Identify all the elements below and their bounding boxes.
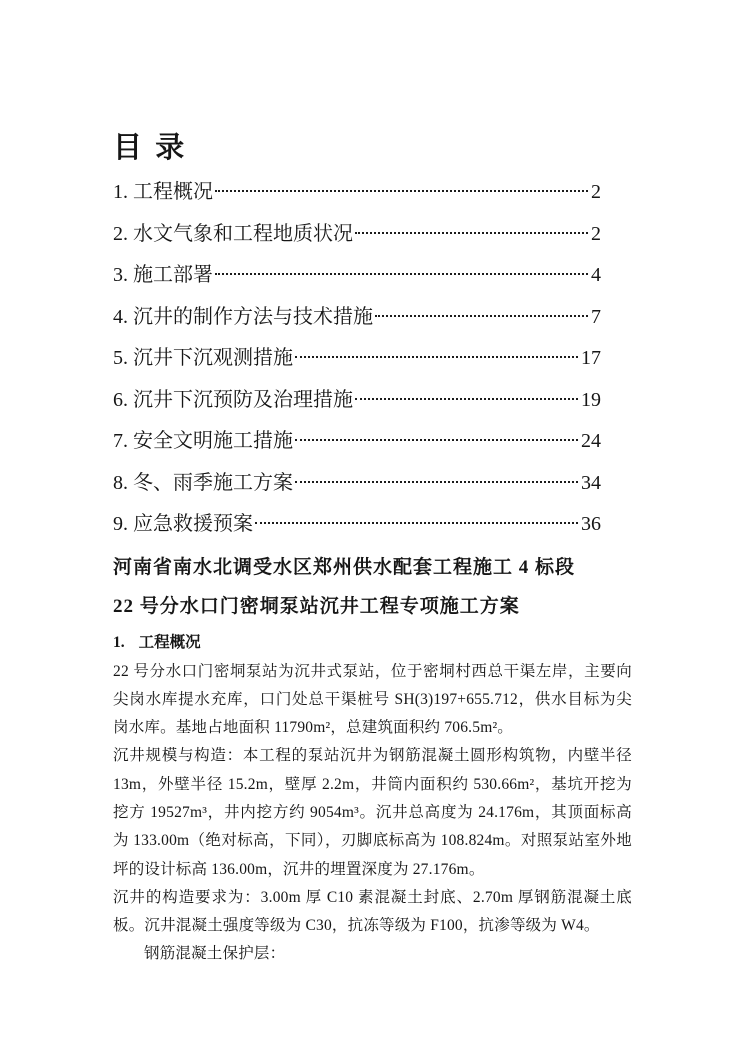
toc-page-number: 24 — [581, 430, 601, 452]
toc-entry — [113, 504, 601, 546]
toc-leader-dots — [215, 190, 588, 192]
toc-entry-label: 8. 冬、雨季施工方案 — [113, 471, 293, 494]
body-paragraph: 钢筋混凝土保护层： — [144, 945, 286, 963]
toc-entry-label: 9. 应急救援预案 — [113, 513, 253, 535]
body-text — [113, 658, 632, 969]
toc-entry — [113, 297, 601, 339]
body-paragraph: 22 号分水口门密垌泵站为沉井式泵站，位于密垌村西总干渠左岸，主要向尖岗水库提水充库，口门处总干渠桩号 SH(3)197+655.712，供水目标为尖岗水库。基地占地面积 11790m²，总建筑面积约 706.5m²。 — [113, 662, 632, 737]
toc-leader-dots — [255, 522, 578, 524]
toc-page-number: 2 — [591, 222, 601, 245]
toc-entry-label: 4. 沉井的制作方法与技术措施 — [113, 305, 373, 328]
toc-entry — [113, 463, 601, 505]
toc-title: 目 录 — [113, 132, 188, 164]
toc-leader-dots — [355, 398, 578, 400]
toc-entry-label: 3. 施工部署 — [113, 264, 213, 286]
toc-entry — [113, 380, 601, 422]
document-title-line1: 河南省南水北调受水区郑州供水配套工程施工 4 标段 — [113, 556, 576, 578]
toc-page-number: 19 — [581, 388, 601, 411]
toc-entry-label: 1. 工程概况 — [113, 181, 213, 203]
toc-entry — [113, 338, 601, 380]
section-heading — [113, 632, 632, 654]
toc-entry-label: 2. 水文气象和工程地质状况 — [113, 222, 353, 245]
section-number: 1. — [113, 633, 125, 651]
toc-entry — [113, 214, 601, 256]
toc-page-number: 7 — [591, 305, 601, 328]
toc-leader-dots — [215, 273, 588, 275]
body-paragraph: 沉井的构造要求为：3.00m 厚 C10 素混凝土封底、2.70m 厚钢筋混凝土底板。沉井混凝土强度等级为 C30，抗冻等级为 F100，抗渗等级为 W4。 — [113, 888, 632, 935]
toc-leader-dots — [355, 232, 588, 234]
table-of-contents — [113, 172, 601, 546]
toc-entry-label: 7. 安全文明施工措施 — [113, 430, 293, 452]
toc-page-number: 17 — [581, 347, 601, 369]
toc-page-number: 34 — [581, 471, 601, 494]
document-title-line2: 22 号分水口门密垌泵站沉井工程专项施工方案 — [113, 595, 520, 617]
toc-entry-label: 5. 沉井下沉观测措施 — [113, 347, 293, 369]
toc-entry — [113, 255, 601, 297]
toc-leader-dots — [295, 481, 578, 483]
toc-leader-dots — [375, 315, 588, 317]
toc-leader-dots — [295, 439, 578, 441]
toc-page-number: 2 — [591, 181, 601, 203]
toc-page-number: 36 — [581, 513, 601, 535]
toc-leader-dots — [295, 356, 578, 358]
document-titles — [113, 548, 632, 626]
section-title: 工程概况 — [138, 633, 201, 651]
toc-entry-label: 6. 沉井下沉预防及治理措施 — [113, 388, 353, 411]
toc-entry — [113, 421, 601, 463]
toc-page-number: 4 — [591, 264, 601, 286]
toc-entry — [113, 172, 601, 214]
body-paragraph: 沉井规模与构造：本工程的泵站沉井为钢筋混凝土圆形构筑物，内壁半径 13m，外壁半径 15.2m，壁厚 2.2m，井筒内面积约 530.66m²，基坑开挖为挖方 19527m³，井内挖方约 9054m³。沉井总高度为 24.176m，其顶面标高为 133.00m（绝对标高，下同），刃脚底标高为 108.824m。对照泵站室外地坪的设计标高 136.00m，沉井的埋置深度为 27.176m。 — [113, 747, 632, 878]
